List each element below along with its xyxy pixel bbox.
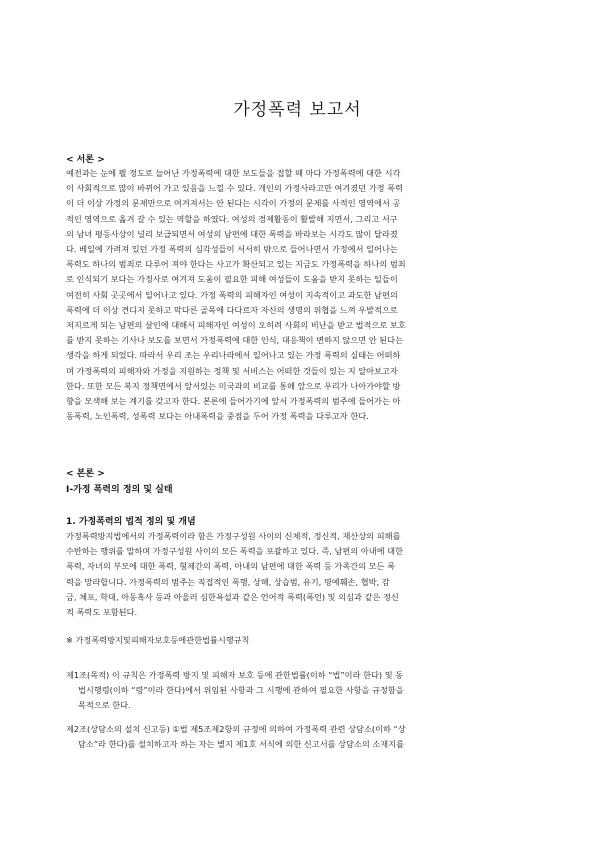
paragraph-line: 이 더 이상 가정의 문제만으로 여겨져서는 안 된다는 시각이 가정의 문제를 사적인 영역에서 공 [66, 198, 401, 209]
paragraph-line: 수반하는 행위를 말하며 가정구성원 사이의 모든 폭력을 포괄하고 있다. 즉, 남편의 아내에 대한 [66, 546, 403, 557]
paragraph-line: 동폭력, 노인폭력, 성폭력 보다는 아내폭력을 중점을 두어 가정 폭력을 다루고자 한다. [66, 411, 369, 422]
intro-heading: < 서론 > [66, 155, 105, 165]
paragraph-line: 력을 망라합니다. 가정폭력의 범주는 직접적인 폭행, 상해, 상습범, 유기, 명예훼손, 협박, 감 [66, 576, 390, 587]
section-heading: Ⅰ-가정 폭력의 정의 및 실태 [66, 485, 173, 495]
paragraph-line: 저지르게 되는 남편의 살인에 대해서 피해자인 여성이 오히려 사회의 비난을 받고 법적으로 보호 [66, 320, 406, 331]
paragraph-line: 폭력, 자녀의 부모에 대한 폭력, 형제간의 폭력, 아내의 남편에 대한 폭력 등 가족간의 모든 폭 [66, 561, 395, 572]
paragraph-line: 이 사회적으로 많이 바뀌어 가고 있음을 느낄 수 있다. 개인의 가정사라고만 여겨졌던 가정 폭력 [66, 183, 403, 194]
paragraph-line: 한다. 또한 모든 복지 정책면에서 앞서있는 미국과의 비교를 통해 앞으로 우리가 나아가야할 방 [66, 380, 401, 391]
paragraph-line: 가정폭력방지법에서의 가정폭력이라 함은 가정구성원 사이의 신체적, 정신적, 재산상의 피해를 [66, 531, 401, 541]
body-heading: < 본론 > [66, 469, 105, 479]
paragraph-line: 생각을 하게 되었다. 따라서 우리 조는 우리나라에서 일어나고 있는 가정 폭력의 실태는 어떠하 [66, 350, 401, 361]
paragraph-line: 다. 베일에 가려져 있던 가정 폭력의 심각성들이 서서히 밖으로 들어나면서 가정에서 일어나는 [66, 244, 398, 255]
paragraph-line: 적인 영역으로 옮겨 갈 수 있는 역할을 하였다. 여성의 경제활동이 활발해 지면서, 그리고 서구 [66, 213, 398, 224]
definition-paragraph [66, 529, 529, 620]
article-line: 제1조(목적) 이 규칙은 가정폭력 방지 및 피해자 보호 등에 관한법률(이하 “법”이라 한다) 및 동 [66, 670, 404, 680]
article-2 [66, 722, 529, 752]
paragraph-line: 의 남녀 평등사상이 널리 보급되면서 여성의 남편에 대한 폭력을 바라보는 시각도 많이 달라졌 [66, 228, 398, 239]
paragraph-line: 폭력에 더 이상 견디지 못하고 막다른 골목에 다다르자 자신의 생명의 위협을 느껴 우발적으로 [66, 304, 398, 315]
paragraph-line: 금, 체포, 학대, 아동혹사 등과 아울러 심한욕설과 같은 언어적 폭력(폭언) 및 의심과 같은 정신 [66, 591, 399, 602]
article-1 [66, 668, 529, 714]
law-note-line: ※ 가정폭력방지및피해자보호등에관한법률시행규칙 [66, 635, 250, 645]
article-line: 담소”라 한다)를 설치하고자 하는 자는 별지 제1호 서식에 의한 신고서를 상담소의 소재지를 [78, 739, 405, 750]
paragraph-line: 며 가정폭력의 피해자와 가정을 지원하는 정책 및 서비스는 어떠한 것들이 있는 지 알아보고자 [66, 365, 398, 376]
law-note [66, 633, 529, 648]
paragraph-line: 폭력도 하나의 범죄로 다루어 져야 한다는 사고가 확산되고 있는 지금도 가정폭력을 하나의 범죄 [66, 259, 406, 270]
article-line: 제2조(상담소의 설치 신고등) ①법 제5조제2항의 규정에 의하여 가정폭력 관련 상담소(이하 “상 [66, 724, 406, 734]
article-line: 목적으로 한다. [78, 700, 131, 711]
article-line: 법시행령(이하 “령”이라 한다)에서 위임된 사항과 그 시행에 관하여 필요한 사항을 규정함을 [78, 685, 404, 696]
paragraph-line: 여전히 사회 곳곳에서 일어나고 있다. 가정 폭력의 피해자인 여성이 지속적이고 과도한 남편의 [66, 289, 398, 300]
paragraph-line: 를 받지 못하는 기사나 보도를 보면서 가정폭력에 대한 인식, 대응책이 변하지 않으면 안 된다는 [66, 335, 403, 346]
paragraph-line: 예전과는 눈에 띌 정도로 늘어난 가정폭력에 대한 보도들을 접할 때 마다 가정폭력에 대한 시각 [66, 168, 401, 178]
paragraph-line: 로 인식되기 보다는 가정사로 여겨져 도움이 필요한 피해 여성들이 도움을 받지 못하는 일들이 [66, 274, 398, 285]
intro-paragraph [66, 166, 529, 424]
document-title: 가정폭력 보고서 [233, 100, 362, 120]
paragraph-line: 향을 모색해 보는 계기를 갖고자 한다. 본론에 들어가기에 앞서 가정폭력의 범주에 들어가는 아 [66, 396, 401, 407]
subsection-heading: 1. 가정폭력의 법적 정의 및 개념 [66, 517, 196, 527]
paragraph-line: 적 폭력도 포함된다. [66, 607, 138, 618]
